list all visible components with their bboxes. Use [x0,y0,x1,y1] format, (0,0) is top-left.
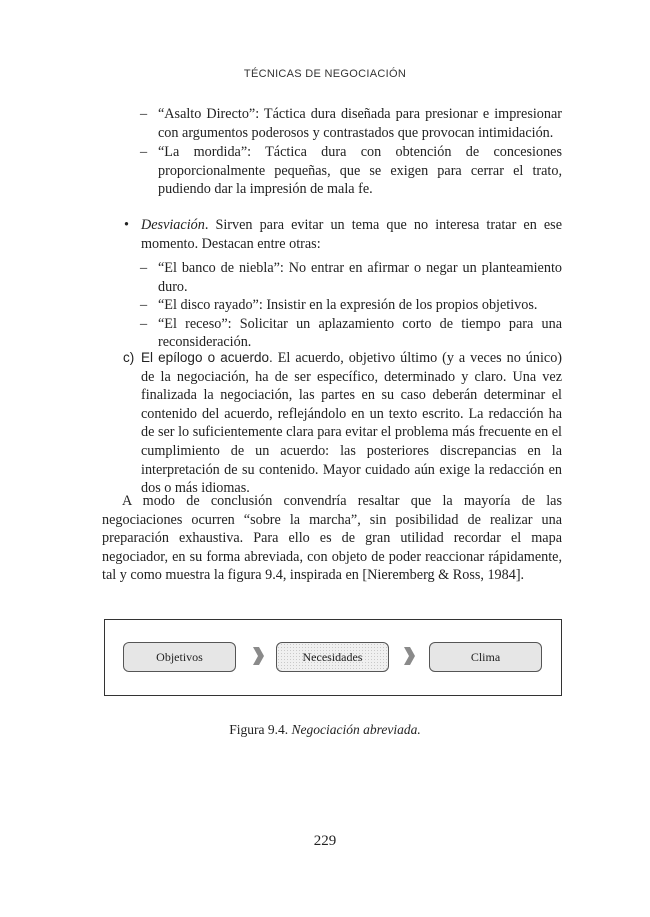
caption-title: Negociación abreviada. [291,722,421,737]
list-item [140,259,562,296]
bullet-marker: • [124,217,129,233]
caption-prefix: Figura 9.4. [229,722,292,737]
step-objetivos: Objetivos [123,642,236,672]
figure-diagram [104,619,562,696]
chevron-right-icon [251,646,265,666]
list-item-text: “Asalto Directo”: Táctica dura diseñada para presionar e impresionar con argumentos poderosos y contrastados que provocan intimidación. [158,106,562,141]
list-item [140,143,562,199]
figure-caption [0,722,650,738]
step-necesidades: Necesidades [276,642,389,672]
conclusion-paragraph: A modo de conclusión convendría resaltar que la mayoría de las negociaciones ocurren “sobre la marcha”, sin posibilidad de realizar una preparación exhaustiva. Para ello es de gran utilidad recordar el mapa negociador, en su forma abreviada, con objeto de poder reaccionar rápidamente, tal y como muestra la figura 9.4, inspirada en [Nieremberg & Ross, 1984]. [102,493,562,584]
list-item-text: “El disco rayado”: Insistir en la expresión de los propios objetivos. [158,297,538,314]
bullet-desviacion [124,216,562,253]
page-number: 229 [313,833,337,849]
tactics-list-bottom [140,259,562,352]
dash-marker: – [140,144,148,161]
dash-marker: – [140,260,148,276]
list-item-text: “La mordida”: Táctica dura con obtención de concesiones proporcionalmente pequeñas, que se exigen para cerrar el trato, pudiendo dar la impresión de mala fe. [158,144,562,198]
dash-marker: – [140,297,148,314]
list-item [140,296,562,315]
list-item [140,105,562,142]
tactics-list-top [140,105,562,199]
running-header: TÉCNICAS DE NEGOCIACIÓN [243,68,407,80]
step-clima: Clima [429,642,542,672]
section-label: c) [123,350,135,365]
chevron-right-icon [402,646,416,666]
dash-marker: – [140,315,148,332]
list-item-text: “El banco de niebla”: No entrar en afirmar o negar un planteamiento duro. [158,260,562,295]
list-item-text: “El receso”: Solicitar un aplazamiento corto de tiempo para una reconsideración. [158,315,562,351]
bullet-term: Desviación [141,217,205,233]
section-c-epilogo [123,349,562,498]
dash-marker: – [140,106,148,122]
section-heading: El epílogo o acuerdo. [141,350,273,365]
list-item [140,315,562,352]
bullet-text: . Sirven para evitar un tema que no interesa tratar en ese momento. Destacan entre otras: [141,217,562,252]
section-text: El acuerdo, objetivo último (y a veces no único) de la negociación, ha de ser específico, determinado y claro. Una vez finalizada la negociación, las partes en su caso deberán determinar el contenido del acuerdo, reflejándolo en un texto escrito. La redacción ha de ser lo suficientemente clara para evitar el problema más frecuente en el cumplimiento de un acuerdo: las posteriores discrepancias en la interpretación de su contenido. Mayor cuidado aún exige la redacción en dos o más idiomas. [141,350,563,497]
